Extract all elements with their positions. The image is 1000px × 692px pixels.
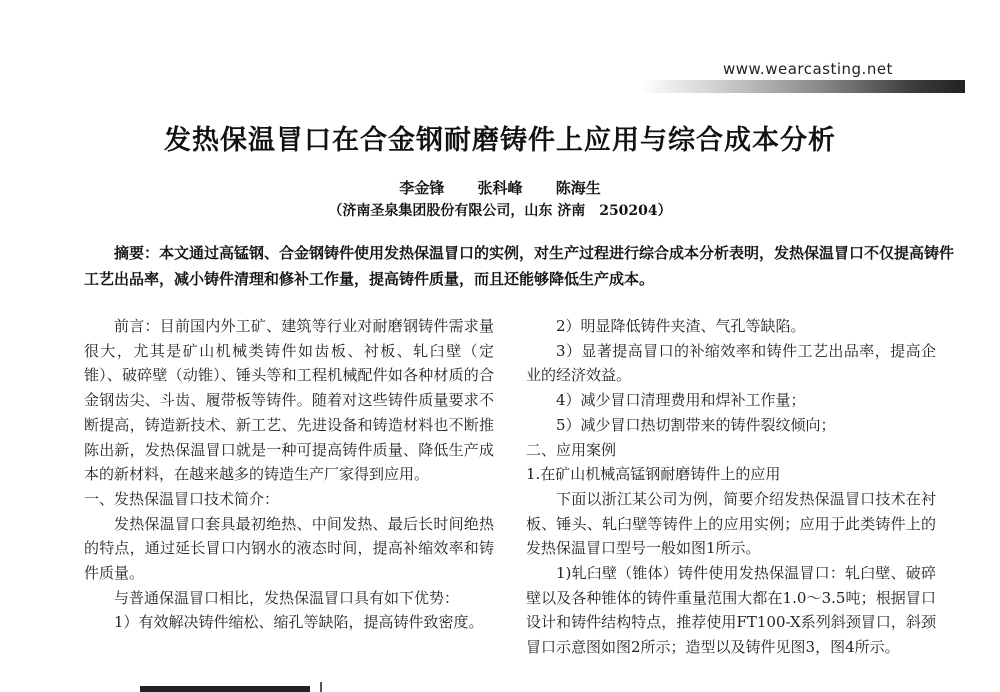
right-column: [526, 314, 936, 660]
scan-edge-mark: [320, 682, 322, 692]
list-item: 3）显著提高冒口的补缩效率和铸件工艺出品率，提高企业的经济效益。: [526, 341, 936, 385]
paragraph: 与普通保温冒口相比，发热保温冒口具有如下优势：: [114, 588, 460, 607]
paragraph: 发热保温冒口套具最初绝热、中间发热、最后长时间绝热的特点，通过延长冒口内钢水的液态时间，提高补缩效率和铸件质量。: [84, 514, 494, 583]
affiliation: （济南圣泉集团股份有限公司，山东 济南 250204）: [328, 203, 672, 219]
author-name: 李金锋: [399, 179, 445, 197]
list-item: 1）有效解决铸件缩松、缩孔等缺陷，提高铸件致密度。: [114, 613, 484, 632]
abstract: 摘要：本文通过高锰钢、合金钢铸件使用发热保温冒口的实例，对生产过程进行综合成本分析表明，发热保温冒口不仅提高铸件工艺出品率，减小铸件清理和修补工作量，提高铸件质量，而且还能够降低生产成本。: [84, 244, 955, 288]
list-item: 5）减少冒口热切割带来的铸件裂纹倾向；: [556, 415, 836, 434]
header-gradient-bar: [640, 80, 965, 93]
paragraph-preface: 前言：目前国内外工矿、建筑等行业对耐磨钢铸件需求量很大，尤其是矿山机械类铸件如齿板、衬板、轧臼壁（定锥）、破碎壁（动锥）、锤头等和工程机械配件如各种材质的合金钢齿尖、斗齿、履带板等铸件。随着对这些铸件质量要求不断提高，铸造新技术、新工艺、先进设备和铸造材料也不断推陈出新，发热保温冒口就是一种可提高铸件质量、降低生产成本的新材料，在越来越多的铸造生产厂家得到应用。: [84, 317, 494, 484]
paragraph: 下面以浙江某公司为例，简要介绍发热保温冒口技术在衬板、锤头、轧臼壁等铸件上的应用实例；应用于此类铸件上的发热保温冒口型号一般如图1所示。: [526, 489, 936, 558]
subsection-heading: 1.在矿山机械高锰钢耐磨铸件上的应用: [526, 465, 781, 484]
paper-title: 发热保温冒口在合金钢耐磨铸件上应用与综合成本分析: [164, 125, 836, 156]
author-list: [0, 177, 1000, 198]
scan-edge-mark: [140, 686, 310, 692]
author-name: 陈海生: [555, 179, 601, 197]
site-url: www.wearcasting.net: [723, 60, 893, 78]
section-heading: 一、发热保温冒口技术简介：: [84, 489, 280, 508]
list-item: 2）明显降低铸件夹渣、气孔等缺陷。: [556, 317, 806, 335]
left-column: [84, 314, 494, 635]
paragraph: 1)轧臼壁（锥体）铸件使用发热保温冒口：轧臼壁、破碎壁以及各种锥体的铸件重量范围大都在1.0～3.5吨；根据冒口设计和铸件结构特点，推荐使用FT100-X系列斜颈冒口，斜颈冒口示意图如图2所示；造型以及铸件见图3，图4所示。: [526, 564, 936, 657]
list-item: 4）减少冒口清理费用和焊补工作量；: [556, 391, 806, 410]
author-name: 张科峰: [477, 179, 523, 197]
section-heading: 二、应用案例: [526, 440, 617, 459]
